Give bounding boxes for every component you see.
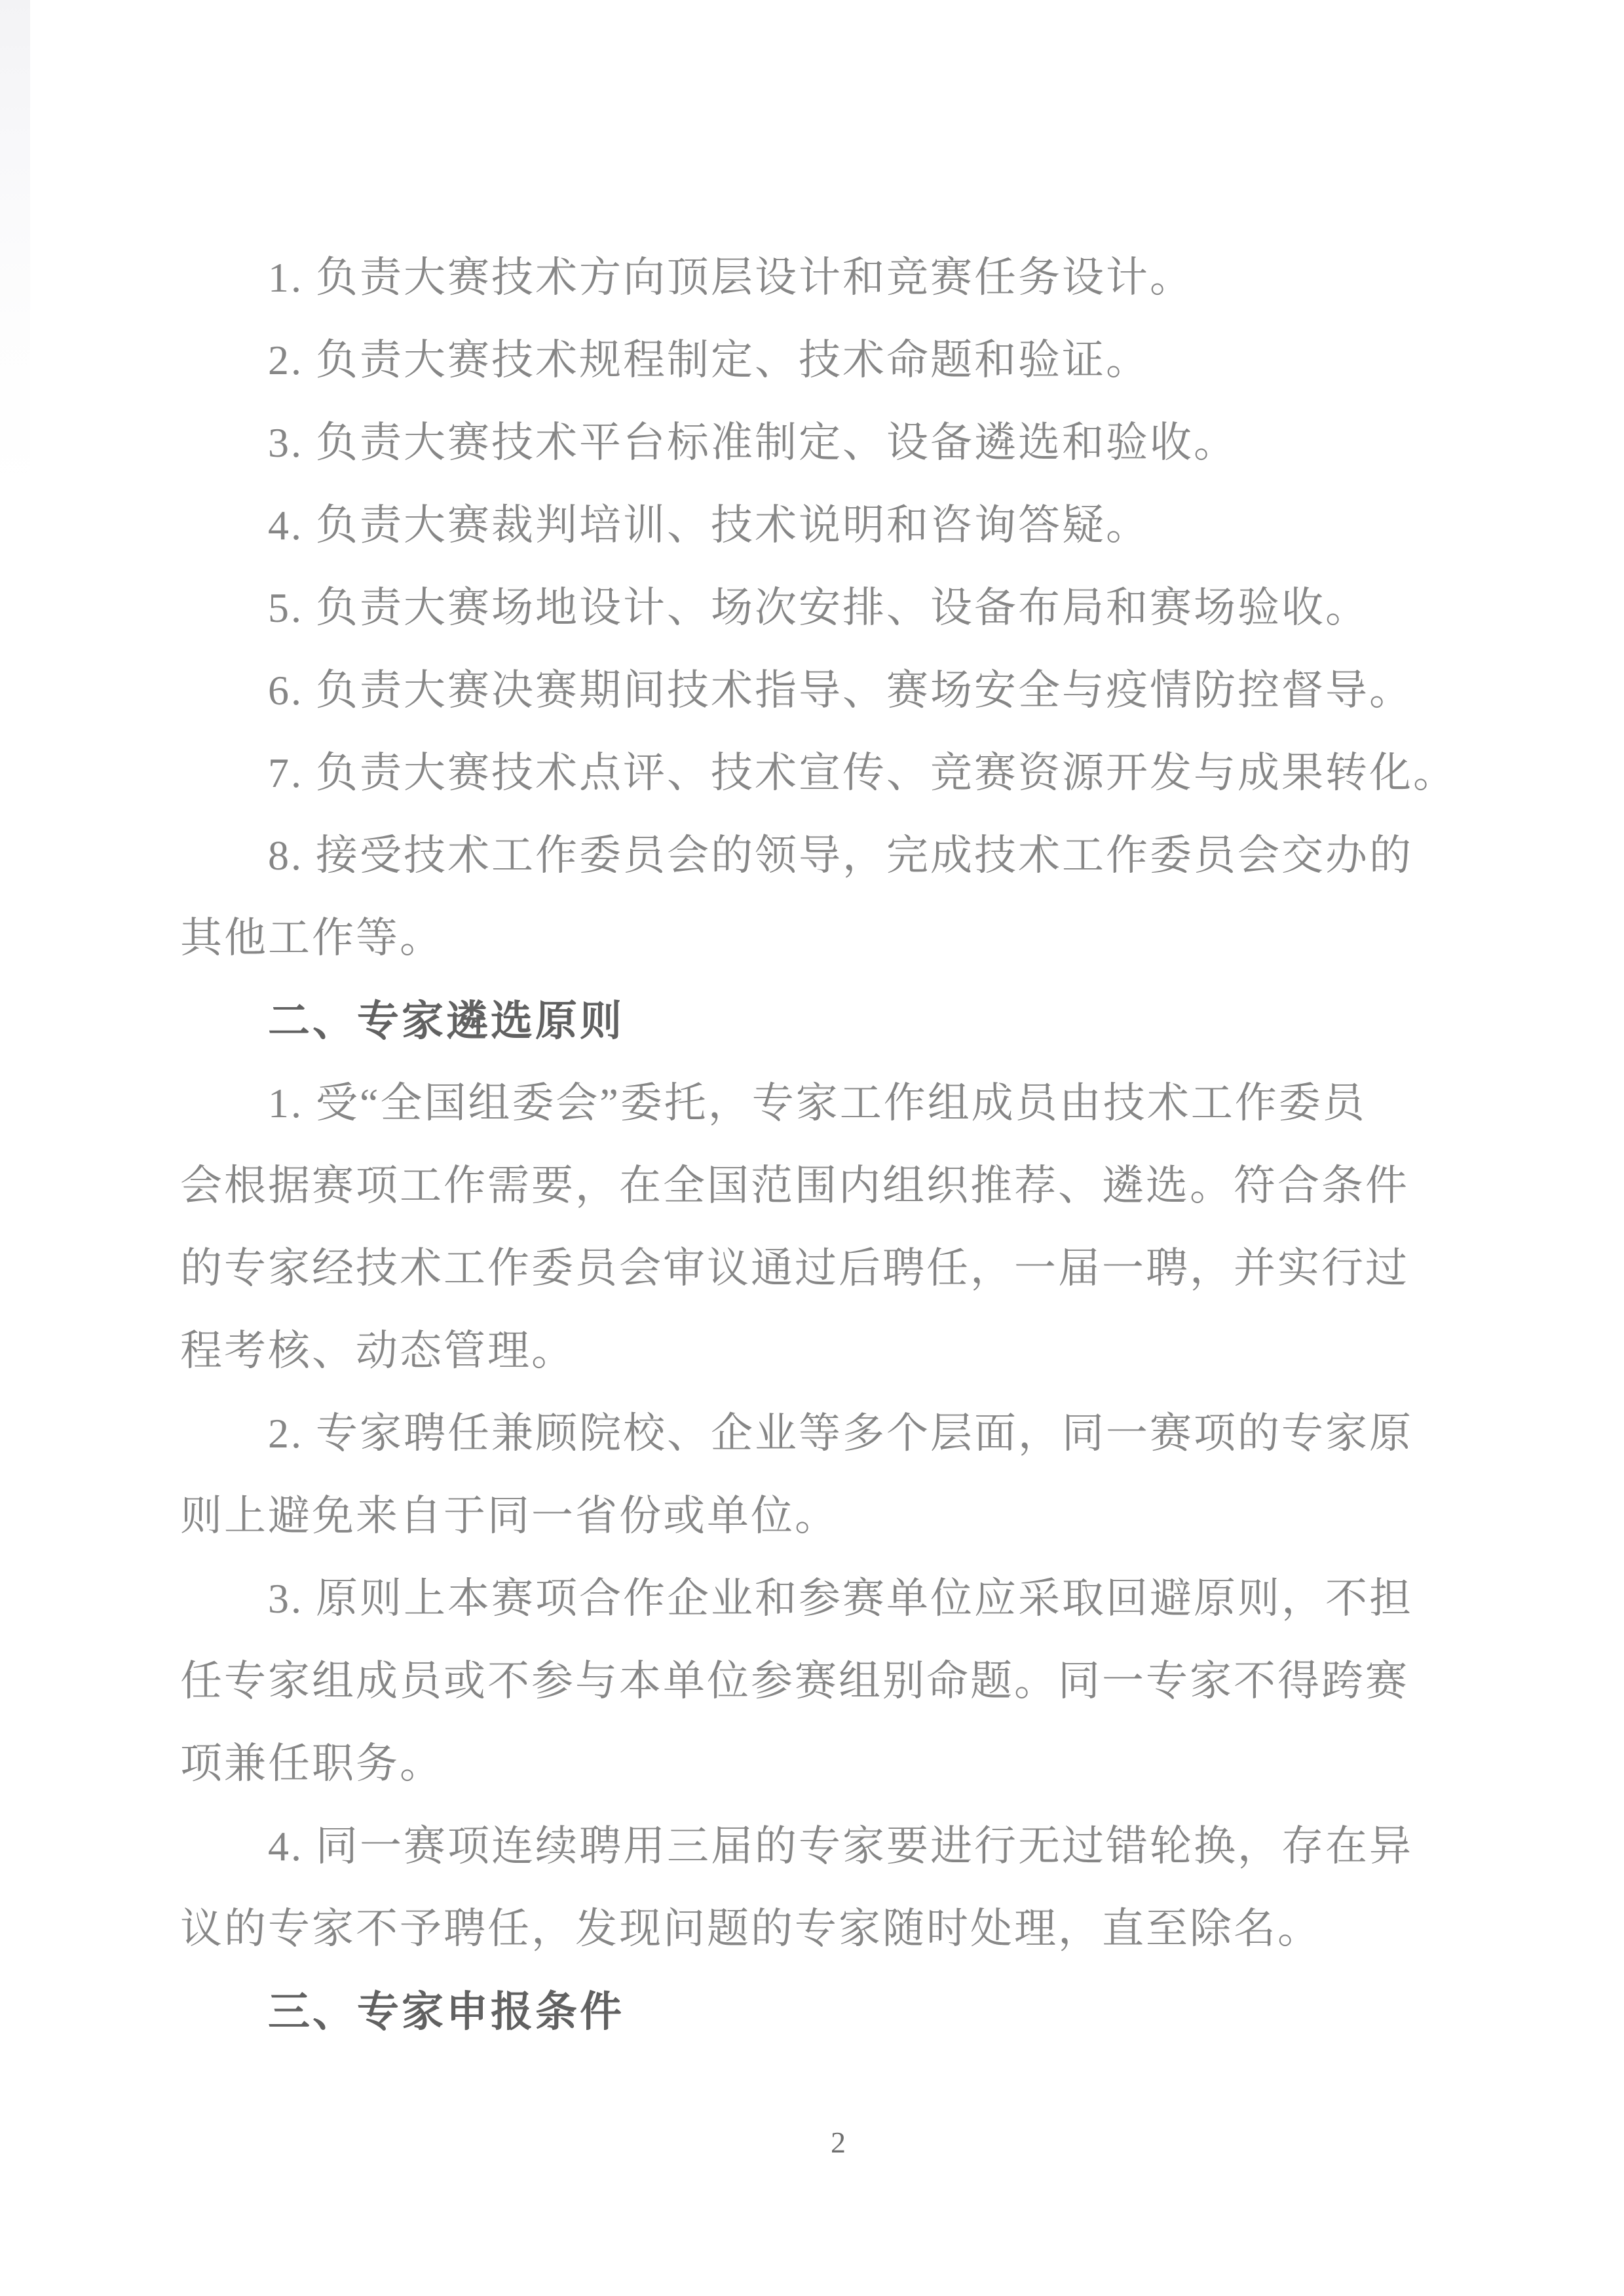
text-line: 3. 负责大赛技术平台标准制定、设备遴选和验收。 [268,419,1237,466]
text-line: 议的专家不予聘任，发现问题的专家随时处理，直至除名。 [180,1905,1321,1952]
text-line: 1. 受“全国组委会”委托，专家工作组成员由技术工作委员 [268,1080,1367,1126]
text-line: 6. 负责大赛决赛期间技术指导、赛场安全与疫情防控督导。 [268,667,1413,714]
text-line: 的专家经技术工作委员会审议通过后聘任，一届一聘，并实行过 [180,1245,1409,1292]
page-number: 2 [831,2126,846,2159]
text-line: 任专家组成员或不参与本单位参赛组别命题。同一专家不得跨赛 [180,1658,1409,1704]
text-line: 4. 同一赛项连续聘用三届的专家要进行无过错轮换，存在异 [268,1823,1413,1869]
document-body [180,237,1457,2053]
text-line: 其他工作等。 [180,915,444,961]
text-line: 7. 负责大赛技术点评、技术宣传、竞赛资源开发与成果转化。 [268,750,1457,796]
text-line: 2. 专家聘任兼顾院校、企业等多个层面，同一赛项的专家原 [268,1410,1413,1457]
text-line: 项兼任职务。 [180,1740,444,1787]
text-line: 5. 负责大赛场地设计、场次安排、设备布局和赛场验收。 [268,584,1369,631]
text-line: 程考核、动态管理。 [180,1328,575,1374]
text-line: 2. 负责大赛技术规程制定、技术命题和验证。 [268,337,1150,383]
text-line: 会根据赛项工作需要，在全国范围内组织推荐、遴选。符合条件 [180,1162,1409,1209]
text-line: 8. 接受技术工作委员会的领导，完成技术工作委员会交办的 [268,832,1413,879]
scan-edge-artifact [0,0,30,498]
text-line: 则上避免来自于同一省份或单位。 [180,1493,839,1539]
section-heading-expert-application: 三、专家申报条件 [268,1988,624,2035]
text-line: 4. 负责大赛裁判培训、技术说明和咨询答疑。 [268,502,1150,548]
text-line: 1. 负责大赛技术方向顶层设计和竞赛任务设计。 [268,254,1194,301]
section-heading-expert-selection: 二、专家遴选原则 [268,997,624,1044]
text-line: 3. 原则上本赛项合作企业和参赛单位应采取回避原则，不担 [268,1575,1413,1622]
